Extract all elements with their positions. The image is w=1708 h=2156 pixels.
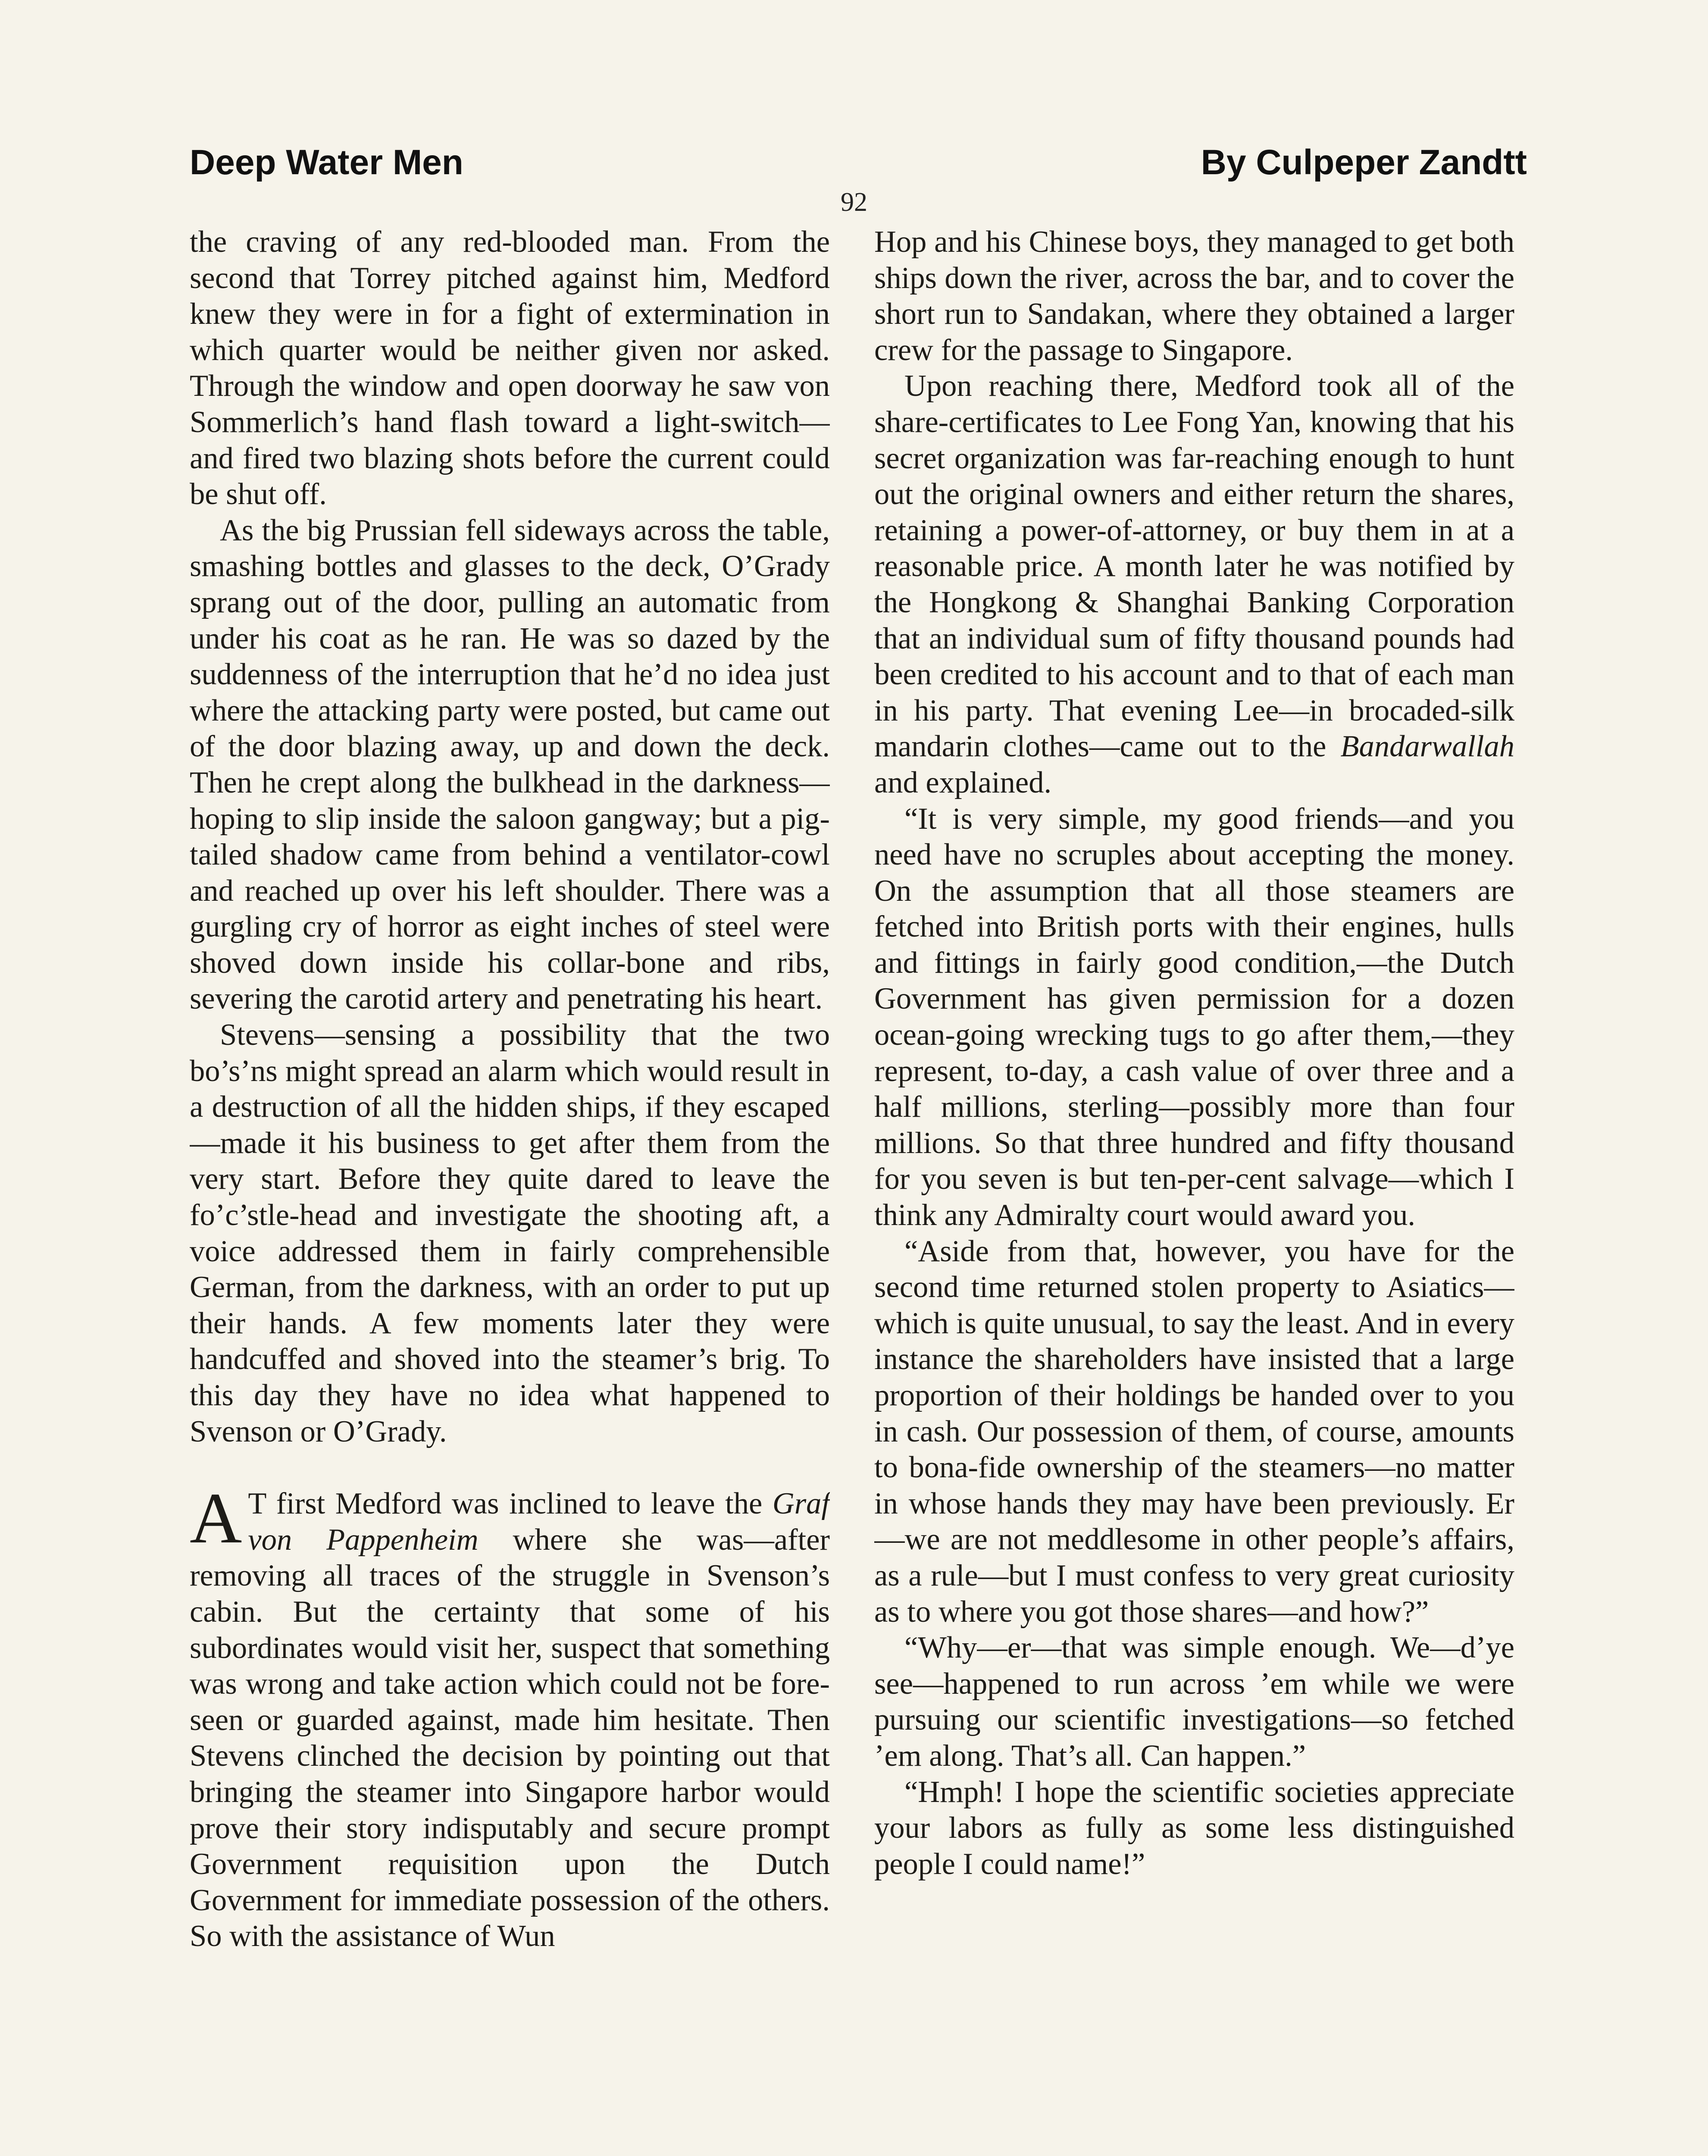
- ship-name: Bandarwallah: [1340, 730, 1514, 764]
- ship-name: Graf von Pappenheim: [248, 1487, 830, 1557]
- paragraph: [874, 368, 1514, 801]
- section-start-paragraph: [190, 1478, 830, 1955]
- paragraph: the craving of any red-blooded man. From the second that Torrey pitched against him, Medford knew they were in for a fight of extermination in which quarter would be neither given nor asked. Through the window and open doorway he saw von Sommerlich’s hand flash toward a light-switch—and fired two blazing shots before the current could be shut off.: [190, 225, 830, 511]
- story-title: Deep Water Men: [190, 143, 463, 182]
- paragraph-text: T first Medford was inclined to leave the: [248, 1487, 773, 1521]
- paragraph: “Hmph! I hope the scientific societies appreciate your labors as fully as some less distinguished people I could name!”: [874, 1775, 1514, 1881]
- paragraph-text: Upon reaching there, Medford took all of the share-certificates to Lee Fong Yan, knowing that his secret organization was far-reaching enough to hunt out the original owners and either return the shares, retaining a power-of-attorney, or buy them in at a reasonable price. A month later he was notified by the Hongkong & Shanghai Banking Corporation that an individual sum of fifty thousand pounds had been credited to his account and to that of each man in his party. That evening Lee—in brocaded-silk mandarin clothes—came out to the: [874, 369, 1514, 764]
- left-column: [190, 224, 830, 2156]
- author-byline: By Culpeper Zandtt: [1201, 143, 1527, 182]
- paragraph-text: and explained.: [874, 765, 1052, 799]
- drop-cap: A: [190, 1478, 242, 1559]
- paragraph: Stevens—sensing a possibility that the two bo’s’ns might spread an alarm which would result in a destruction of all the hidden ships, if they escaped—made it his business to get after them from the very start. Before they quite dared to leave the fo’c’stle-head and investigate the shooting aft, a voice addressed them in fairly comprehensible German, from the darkness, with an order to put up their hands. A few moments later they were handcuffed and shoved into the steamer’s brig. To this day they have no idea what happened to Svenson or O’Grady.: [190, 1018, 830, 1448]
- page-number: 92: [841, 188, 867, 217]
- running-head: [190, 142, 1527, 194]
- right-column: [874, 224, 1514, 2156]
- paragraph: “It is very simple, my good friends—and you need have no scruples about accepting the money. On the assumption that all those steamers are fetched into British ports with their engines, hulls and fittings in fairly good condition,—the Dutch Government has given permission for a dozen ocean-going wrecking tugs to go after them,—they represent, to-day, a cash value of over three and a half millions, sterling—possibly more than four millions. So that three hundred and fifty thousand for you seven is but ten-per-cent salvage—which I think any Admiralty court would award you.: [874, 802, 1514, 1232]
- paragraph: Hop and his Chinese boys, they managed to get both ships down the river, across the bar, and to cover the short run to Sandakan, where they obtained a larger crew for the passage to Singapore.: [874, 225, 1514, 367]
- paragraph: As the big Prussian fell sideways across the table, smashing bottles and glasses to the deck, O’Grady sprang out of the door, pulling an automatic from under his coat as he ran. He was so dazed by the suddenness of the interruption that he’d no idea just where the attacking party were posted, but came out of the door blazing away, up and down the deck. Then he crept along the bulkhead in the darkness—hoping to slip inside the saloon gangway; but a pig-tailed shadow came from behind a ventilator-cowl and reached up over his left shoulder. There was a gurgling cry of horror as eight inches of steel were shoved down inside his collar-bone and ribs, severing the carotid artery and penetrating his heart.: [190, 513, 830, 1016]
- paragraph: “Why—er—that was simple enough. We—d’ye see—happened to run across ’em while we were pursuing our scientific investigations—so fetched ’em along. That’s all. Can happen.”: [874, 1631, 1514, 1773]
- paragraph: “Aside from that, however, you have for the second time returned stolen property to Asiatics—which is quite unusual, to say the least. And in every instance the shareholders have insisted that a large proportion of their holdings be handed over to you in cash. Our possession of them, of course, amounts to bona-fide ownership of the steamers—no matter in whose hands they may have been previously. Er—we are not meddlesome in other people’s affairs, as a rule—but I must confess to very great curiosity as to where you got those shares—and how?”: [874, 1234, 1514, 1629]
- paragraph-text: where she was—after removing all traces of the struggle in Svenson’s cabin. But the certainty that some of his subordinates would visit her, suspect that something was wrong and take action which could not be foreseen or guarded against, made him hesitate. Then Stevens clinched the decision by pointing out that bringing the steamer into Singapore harbor would prove their story indisputably and secure prompt Government requisition upon the Dutch Government for immediate possession of the others. So with the assistance of Wun: [190, 1523, 830, 1953]
